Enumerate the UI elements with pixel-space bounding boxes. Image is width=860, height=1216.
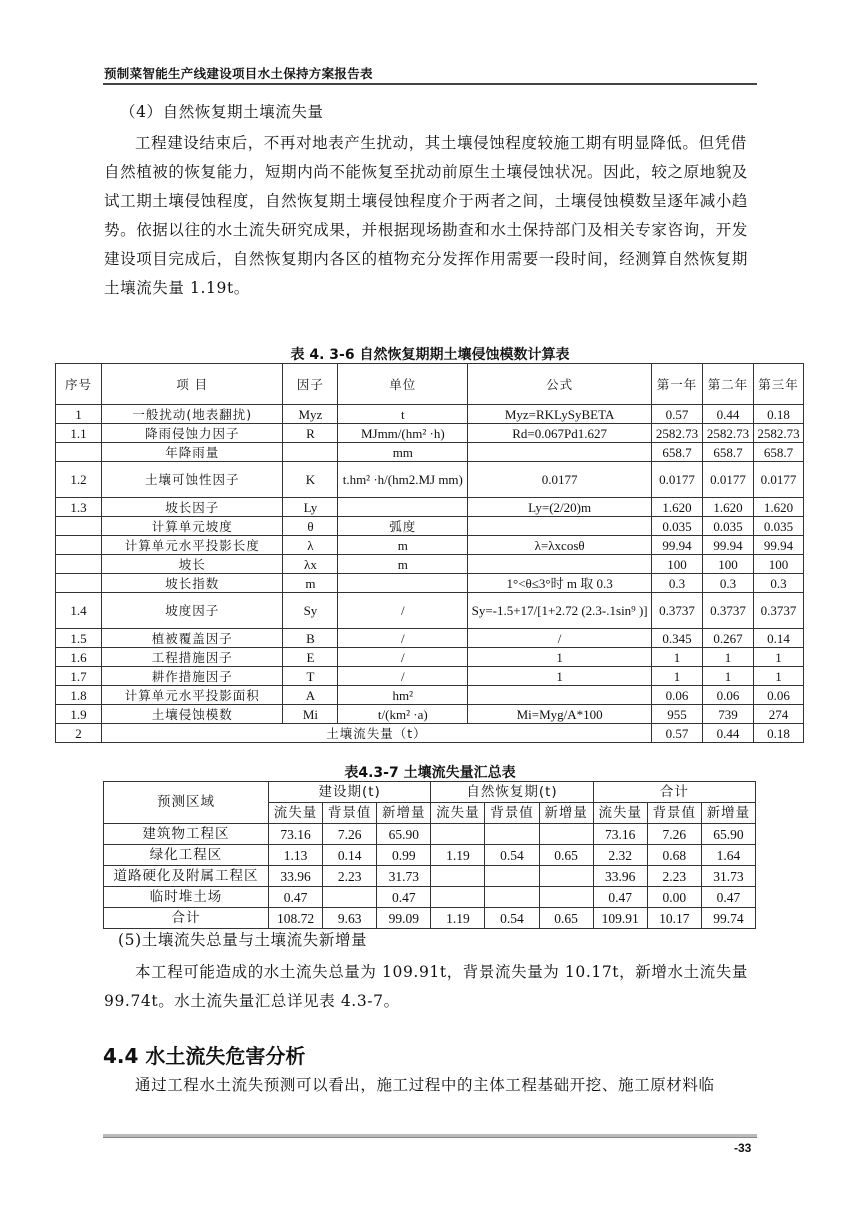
cell-formula: / bbox=[468, 629, 652, 648]
cell-value: 31.73 bbox=[701, 866, 755, 887]
header-construction-period: 建设期(t) bbox=[269, 782, 431, 803]
table-row bbox=[56, 536, 804, 555]
cell-item: 土壤可蚀性因子 bbox=[101, 462, 283, 498]
cell-unit: / bbox=[338, 648, 468, 667]
cell-value: 2.23 bbox=[647, 866, 701, 887]
cell-value: 1.19 bbox=[431, 908, 485, 929]
cell-factor: K bbox=[283, 462, 338, 498]
table-row bbox=[104, 887, 756, 908]
cell-unit: m bbox=[338, 555, 468, 574]
cell-unit: mm bbox=[338, 443, 468, 462]
header-region: 预测区域 bbox=[104, 782, 269, 824]
cell-factor: B bbox=[283, 629, 338, 648]
subheader-background: 背景值 bbox=[485, 803, 539, 824]
cell-factor: m bbox=[283, 574, 338, 593]
cell-formula: Ly=(2/20)m bbox=[468, 498, 652, 517]
cell-value: 108.72 bbox=[269, 908, 323, 929]
subheader-loss: 流失量 bbox=[593, 803, 647, 824]
cell-item: 计算单元水平投影面积 bbox=[101, 686, 283, 705]
section-4-heading: （4）自然恢复期土壤流失量 bbox=[120, 103, 324, 121]
cell-factor: E bbox=[283, 648, 338, 667]
page-number: -33 bbox=[734, 1141, 752, 1155]
cell-item: 降雨侵蚀力因子 bbox=[101, 424, 283, 443]
cell-formula: 1 bbox=[468, 667, 652, 686]
cell-unit bbox=[338, 574, 468, 593]
cell-y2: 0.267 bbox=[703, 629, 754, 648]
footer-rule bbox=[103, 1134, 757, 1138]
cell-y1: 0.57 bbox=[652, 405, 703, 424]
cell-no: 1.5 bbox=[56, 629, 102, 648]
section-4-paragraph: 工程建设结束后，不再对地表产生扰动，其土壤侵蚀程度较施工期有明显降低。但凭借自然植被的恢复能力，短期内尚不能恢复至扰动前原生土壤侵蚀状况。因此，较之原地貌及试工期土壤侵蚀程度，自然恢复期土壤侵蚀程度介于两者之间，土壤侵蚀模数呈逐年减小趋势。依据以往的水土流失研究成果，并根据现场勘查和水土保持部门及相关专家咨询，开发建设项目完成后，自然恢复期内各区的植物充分发挥作用需要一段时间，经测算自然恢复期土壤流失量 1.19t。 bbox=[104, 134, 749, 297]
cell-no bbox=[56, 443, 102, 462]
cell-value: 65.90 bbox=[701, 824, 755, 845]
cell-formula: λ=λxcosθ bbox=[468, 536, 652, 555]
subheader-background: 背景值 bbox=[323, 803, 377, 824]
table-row bbox=[56, 686, 804, 705]
table-row bbox=[56, 424, 804, 443]
cell-region: 合计 bbox=[104, 908, 269, 929]
cell-factor: λ bbox=[283, 536, 338, 555]
cell-region: 建筑物工程区 bbox=[104, 824, 269, 845]
cell-factor: A bbox=[283, 686, 338, 705]
cell-value: 0.65 bbox=[539, 845, 593, 866]
cell-factor: θ bbox=[283, 517, 338, 536]
cell-no bbox=[56, 536, 102, 555]
table-4-3-6-caption: 表 4. 3-6 自然恢复期期土壤侵蚀模数计算表 bbox=[290, 347, 570, 363]
cell-no bbox=[56, 517, 102, 536]
cell-value: 65.90 bbox=[377, 824, 431, 845]
cell-value: 0.65 bbox=[539, 908, 593, 929]
cell-value: 73.16 bbox=[593, 824, 647, 845]
cell-value: 0.54 bbox=[485, 845, 539, 866]
cell-y2: 1.620 bbox=[703, 498, 754, 517]
cell-unit: / bbox=[338, 667, 468, 686]
cell-formula: 1 bbox=[468, 648, 652, 667]
subheader-loss: 流失量 bbox=[431, 803, 485, 824]
cell-item: 坡长指数 bbox=[101, 574, 283, 593]
soil-loss-summary-table bbox=[103, 781, 756, 929]
cell-formula: Mi=Myg/A*100 bbox=[468, 705, 652, 724]
table-row bbox=[56, 517, 804, 536]
document-header-title: 预制菜智能生产线建设项目水土保持方案报告表 bbox=[104, 66, 373, 81]
cell-no bbox=[56, 574, 102, 593]
cell-unit: 弧度 bbox=[338, 517, 468, 536]
cell-value bbox=[431, 887, 485, 908]
cell-value: 0.99 bbox=[377, 845, 431, 866]
cell-item: 耕作措施因子 bbox=[101, 667, 283, 686]
cell-y3: 1.620 bbox=[753, 498, 803, 517]
cell-value: 1.64 bbox=[701, 845, 755, 866]
cell-y2: 0.0177 bbox=[703, 462, 754, 498]
cell-no: 1.4 bbox=[56, 593, 102, 629]
cell-y3: 99.94 bbox=[753, 536, 803, 555]
cell-formula: Myz=RKLySyBETA bbox=[468, 405, 652, 424]
cell-y1: 0.3737 bbox=[652, 593, 703, 629]
cell-value: 1.19 bbox=[431, 845, 485, 866]
cell-y3: 1 bbox=[753, 648, 803, 667]
cell-y2: 0.44 bbox=[703, 724, 754, 743]
cell-value: 2.23 bbox=[323, 866, 377, 887]
cell-value: 1.13 bbox=[269, 845, 323, 866]
subheader-increase: 新增量 bbox=[539, 803, 593, 824]
cell-y3: 1 bbox=[753, 667, 803, 686]
cell-value: 7.26 bbox=[647, 824, 701, 845]
header-factor: 因子 bbox=[283, 364, 338, 405]
cell-y3: 0.18 bbox=[753, 405, 803, 424]
cell-value bbox=[485, 887, 539, 908]
cell-y2: 739 bbox=[703, 705, 754, 724]
cell-y1: 99.94 bbox=[652, 536, 703, 555]
cell-factor bbox=[283, 443, 338, 462]
cell-y1: 0.345 bbox=[652, 629, 703, 648]
header-recovery-period: 自然恢复期(t) bbox=[431, 782, 593, 803]
header-year3: 第三年 bbox=[753, 364, 803, 405]
cell-item: 土壤侵蚀模数 bbox=[101, 705, 283, 724]
cell-y3: 274 bbox=[753, 705, 803, 724]
header-year2: 第二年 bbox=[703, 364, 754, 405]
cell-value bbox=[485, 824, 539, 845]
cell-y2: 2582.73 bbox=[703, 424, 754, 443]
cell-item: 计算单元坡度 bbox=[101, 517, 283, 536]
cell-value: 33.96 bbox=[269, 866, 323, 887]
table-row bbox=[104, 824, 756, 845]
cell-no bbox=[56, 555, 102, 574]
table-row bbox=[104, 866, 756, 887]
subheader-background: 背景值 bbox=[647, 803, 701, 824]
cell-y2: 0.44 bbox=[703, 405, 754, 424]
cell-factor: Myz bbox=[283, 405, 338, 424]
cell-item: 坡度因子 bbox=[101, 593, 283, 629]
cell-item: 植被覆盖因子 bbox=[101, 629, 283, 648]
cell-no: 1.2 bbox=[56, 462, 102, 498]
table-row bbox=[56, 574, 804, 593]
cell-value: 0.47 bbox=[701, 887, 755, 908]
cell-value: 0.14 bbox=[323, 845, 377, 866]
cell-y1: 658.7 bbox=[652, 443, 703, 462]
cell-y1: 955 bbox=[652, 705, 703, 724]
header-no: 序号 bbox=[56, 364, 102, 405]
table-row bbox=[56, 443, 804, 462]
cell-y1: 0.06 bbox=[652, 686, 703, 705]
cell-region: 道路硬化及附属工程区 bbox=[104, 866, 269, 887]
cell-y3: 0.3 bbox=[753, 574, 803, 593]
cell-value: 33.96 bbox=[593, 866, 647, 887]
cell-no: 2 bbox=[56, 724, 102, 743]
cell-unit bbox=[338, 498, 468, 517]
cell-factor: λx bbox=[283, 555, 338, 574]
cell-y3: 2582.73 bbox=[753, 424, 803, 443]
table-total-row bbox=[56, 724, 804, 743]
cell-unit: t/(km² ·a) bbox=[338, 705, 468, 724]
cell-formula: Rd=0.067Pd1.627 bbox=[468, 424, 652, 443]
cell-value: 0.47 bbox=[377, 887, 431, 908]
section-5-heading: (5)土壤流失总量与土壤流失新增量 bbox=[118, 931, 368, 949]
cell-formula bbox=[468, 555, 652, 574]
cell-region: 绿化工程区 bbox=[104, 845, 269, 866]
cell-no: 1.9 bbox=[56, 705, 102, 724]
cell-value: 7.26 bbox=[323, 824, 377, 845]
cell-y2: 100 bbox=[703, 555, 754, 574]
table-row bbox=[56, 629, 804, 648]
cell-y1: 0.57 bbox=[652, 724, 703, 743]
cell-region: 临时堆土场 bbox=[104, 887, 269, 908]
cell-total-label: 土壤流失量（t） bbox=[101, 724, 651, 743]
cell-value: 0.54 bbox=[485, 908, 539, 929]
cell-formula bbox=[468, 443, 652, 462]
cell-no: 1.7 bbox=[56, 667, 102, 686]
header-total: 合计 bbox=[593, 782, 755, 803]
subheader-loss: 流失量 bbox=[269, 803, 323, 824]
cell-y3: 0.14 bbox=[753, 629, 803, 648]
table-row bbox=[104, 845, 756, 866]
cell-y2: 0.035 bbox=[703, 517, 754, 536]
cell-no: 1 bbox=[56, 405, 102, 424]
cell-item: 坡长 bbox=[101, 555, 283, 574]
cell-item: 工程措施因子 bbox=[101, 648, 283, 667]
cell-value: 109.91 bbox=[593, 908, 647, 929]
cell-y3: 0.035 bbox=[753, 517, 803, 536]
cell-item: 坡长因子 bbox=[101, 498, 283, 517]
erosion-modulus-table bbox=[55, 363, 804, 743]
cell-no: 1.8 bbox=[56, 686, 102, 705]
cell-y3: 0.18 bbox=[753, 724, 803, 743]
cell-y2: 99.94 bbox=[703, 536, 754, 555]
table-row bbox=[56, 593, 804, 629]
cell-value: 0.00 bbox=[647, 887, 701, 908]
cell-value: 31.73 bbox=[377, 866, 431, 887]
table-row bbox=[56, 462, 804, 498]
section-4-4-paragraph: 通过工程水土流失预测可以看出，施工过程中的主体工程基础开挖、施工原材料临 bbox=[135, 1076, 715, 1094]
cell-y1: 1 bbox=[652, 648, 703, 667]
cell-y3: 0.06 bbox=[753, 686, 803, 705]
cell-y1: 1.620 bbox=[652, 498, 703, 517]
table-row bbox=[56, 648, 804, 667]
cell-formula bbox=[468, 686, 652, 705]
cell-y2: 0.3737 bbox=[703, 593, 754, 629]
cell-value bbox=[323, 887, 377, 908]
cell-y2: 0.3 bbox=[703, 574, 754, 593]
cell-y2: 658.7 bbox=[703, 443, 754, 462]
table-row bbox=[56, 555, 804, 574]
cell-value: 0.47 bbox=[269, 887, 323, 908]
cell-value: 10.17 bbox=[647, 908, 701, 929]
table-row bbox=[56, 405, 804, 424]
cell-formula: 0.0177 bbox=[468, 462, 652, 498]
section-4-4-title: 4.4 水土流失危害分析 bbox=[103, 1044, 306, 1068]
cell-y1: 100 bbox=[652, 555, 703, 574]
cell-no: 1.1 bbox=[56, 424, 102, 443]
cell-value bbox=[539, 887, 593, 908]
cell-y3: 100 bbox=[753, 555, 803, 574]
cell-y2: 1 bbox=[703, 648, 754, 667]
cell-value: 0.68 bbox=[647, 845, 701, 866]
header-item: 项 目 bbox=[101, 364, 283, 405]
cell-value: 2.32 bbox=[593, 845, 647, 866]
cell-value bbox=[431, 824, 485, 845]
cell-unit: hm² bbox=[338, 686, 468, 705]
cell-y1: 0.035 bbox=[652, 517, 703, 536]
table-4-3-7-caption: 表4.3-7 土壤流失量汇总表 bbox=[344, 765, 516, 781]
cell-value: 99.09 bbox=[377, 908, 431, 929]
cell-value bbox=[431, 866, 485, 887]
table-row bbox=[56, 667, 804, 686]
cell-formula: 1°<θ≤3°时 m 取 0.3 bbox=[468, 574, 652, 593]
table-row bbox=[56, 705, 804, 724]
subheader-increase: 新增量 bbox=[701, 803, 755, 824]
cell-unit: m bbox=[338, 536, 468, 555]
cell-unit: t.hm² ·h/(hm2.MJ mm) bbox=[338, 462, 468, 498]
cell-factor: T bbox=[283, 667, 338, 686]
cell-y1: 1 bbox=[652, 667, 703, 686]
cell-value: 73.16 bbox=[269, 824, 323, 845]
cell-formula bbox=[468, 517, 652, 536]
subheader-increase: 新增量 bbox=[377, 803, 431, 824]
cell-y3: 658.7 bbox=[753, 443, 803, 462]
header-formula: 公式 bbox=[468, 364, 652, 405]
cell-factor: Mi bbox=[283, 705, 338, 724]
cell-y3: 0.3737 bbox=[753, 593, 803, 629]
cell-factor: R bbox=[283, 424, 338, 443]
cell-item: 一般扰动(地表翻扰) bbox=[101, 405, 283, 424]
cell-y1: 0.3 bbox=[652, 574, 703, 593]
cell-unit: t bbox=[338, 405, 468, 424]
cell-y2: 1 bbox=[703, 667, 754, 686]
cell-factor: Ly bbox=[283, 498, 338, 517]
cell-value: 99.74 bbox=[701, 908, 755, 929]
cell-y2: 0.06 bbox=[703, 686, 754, 705]
cell-value bbox=[539, 866, 593, 887]
cell-unit: / bbox=[338, 593, 468, 629]
cell-unit: / bbox=[338, 629, 468, 648]
header-year1: 第一年 bbox=[652, 364, 703, 405]
table-row bbox=[56, 498, 804, 517]
cell-y1: 0.0177 bbox=[652, 462, 703, 498]
cell-y1: 2582.73 bbox=[652, 424, 703, 443]
cell-formula: Sy=-1.5+17/[1+2.72 (2.3-.1sin⁹ )] bbox=[468, 593, 652, 629]
cell-unit: MJmm/(hm² ·h) bbox=[338, 424, 468, 443]
cell-no: 1.6 bbox=[56, 648, 102, 667]
section-5-paragraph: 本工程可能造成的水土流失总量为 109.91t，背景流失量为 10.17t，新增水土流失量 99.74t。水土流失量汇总详见表 4.3-7。 bbox=[104, 963, 748, 1010]
cell-item: 年降雨量 bbox=[101, 443, 283, 462]
cell-item: 计算单元水平投影长度 bbox=[101, 536, 283, 555]
cell-value bbox=[539, 824, 593, 845]
cell-y3: 0.0177 bbox=[753, 462, 803, 498]
header-rule bbox=[103, 83, 757, 85]
cell-no: 1.3 bbox=[56, 498, 102, 517]
cell-value bbox=[485, 866, 539, 887]
header-unit: 单位 bbox=[338, 364, 468, 405]
cell-value: 9.63 bbox=[323, 908, 377, 929]
cell-value: 0.47 bbox=[593, 887, 647, 908]
cell-factor: Sy bbox=[283, 593, 338, 629]
